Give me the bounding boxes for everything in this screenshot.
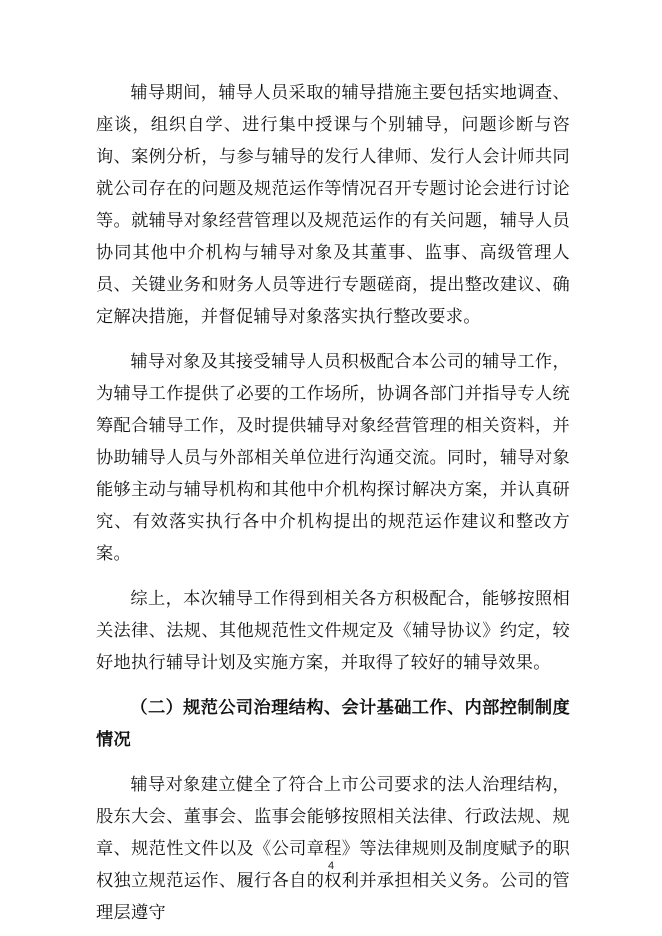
page-number: 4	[327, 860, 335, 872]
paragraph-cooperation: 辅导对象及其接受辅导人员积极配合本公司的辅导工作，为辅导工作提供了必要的工作场所，协调各部门并指导专人统筹配合辅导工作，及时提供辅导对象经营管理的相关资料，并协助辅导人员与外部相关单位进行沟通交流。同时，辅导对象能够主动与辅导机构和其他中介机构探讨解决方案，并认真研究、有效落实执行各中介机构提出的规范运作建议和整改方案。	[96, 352, 570, 564]
paragraph-summary: 综上，本次辅导工作得到相关各方积极配合，能够按照相关法律、法规、其他规范性文件规定及《辅导协议》约定，较好地执行辅导计划及实施方案，并取得了较好的辅导效果。	[96, 589, 570, 673]
document-body	[96, 77, 570, 929]
paragraph-counseling-measures: 辅导期间，辅导人员采取的辅导措施主要包括实地调查、座谈，组织自学、进行集中授课与个别辅导，问题诊断与咨询、案例分析，与参与辅导的发行人律师、发行人会计师共同就公司存在的问题及规范运作等情况召开专题讨论会进行讨论等。就辅导对象经营管理以及规范运作的有关问题，辅导人员协同其他中介机构与辅导对象及其董事、监事、高级管理人员、关键业务和财务人员等进行专题磋商，提出整改建议、确定解决措施，并督促辅导对象落实执行整改要求。	[96, 83, 570, 327]
paragraph-governance: 辅导对象建立健全了符合上市公司要求的法人治理结构，股东大会、董事会、监事会能够按照相关法律、行政法规、规章、规范性文件以及《公司章程》等法律规则及制度赋予的职权独立规范运作、履行各自的权利并承担相关义务。公司的管理层遵守	[96, 775, 570, 923]
section-heading: （二）规范公司治理结构、会计基础工作、内部控制制度情况	[96, 698, 570, 750]
